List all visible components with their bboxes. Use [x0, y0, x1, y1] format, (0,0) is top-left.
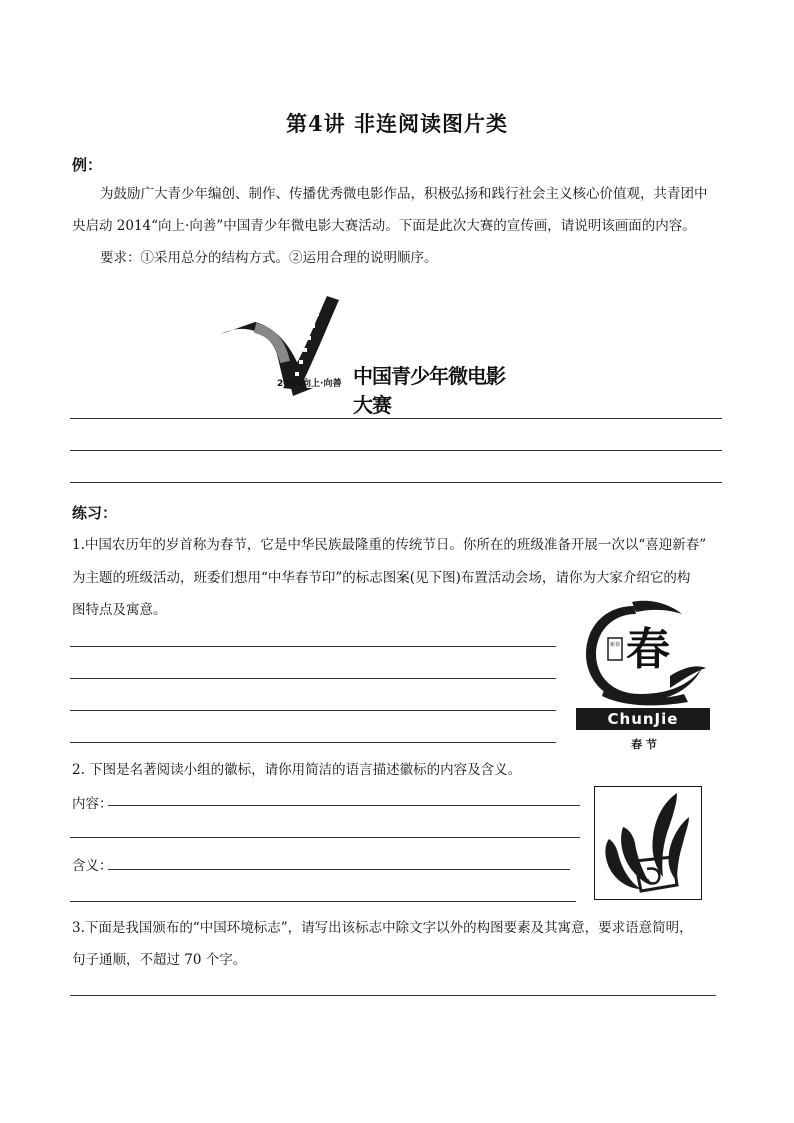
example-answer-line-1 [70, 418, 722, 419]
q3-text-line-1: 3.下面是我国颁布的“中国环境标志”，请写出该标志中除文字以外的构图要素及其寓意，要求语意简明， [72, 920, 693, 936]
practice-heading: 练习： [72, 504, 118, 522]
reading-group-emblem [594, 786, 702, 900]
q2-content-label: 内容： [72, 796, 113, 812]
q2-meaning-label: 含义： [72, 858, 113, 874]
q1-answer-line-1 [70, 646, 556, 647]
flame-book-emblem-icon [595, 787, 700, 898]
example-answer-line-3 [70, 482, 722, 483]
q1-text-line-3: 图特点及寓意。 [72, 602, 167, 618]
example-text-line-1: 为鼓励广大青少年编创、制作、传播优秀微电影作品，积极弘扬和践行社会主义核心价值观，共青团中 [100, 186, 708, 202]
q2-content-line-2 [70, 837, 580, 838]
logo-caption-small: 2014向上·向善 [277, 379, 342, 389]
spring-festival-seal-logo [574, 598, 714, 756]
logo-caption-large: 中国青少年微电影大赛 [353, 364, 505, 417]
q3-answer-line-1 [70, 995, 716, 996]
q1-answer-line-2 [70, 678, 556, 679]
example-heading: 例： [72, 156, 103, 174]
q2-meaning-line-1 [108, 869, 570, 870]
micro-film-contest-logo [215, 292, 515, 417]
seal-latin-banner: ChunJie [576, 708, 710, 730]
example-answer-line-2 [70, 450, 722, 451]
q1-text-line-1: 1.中国农历年的岁首称为春节，它是中华民族最隆重的传统节日。你所在的班级准备开展一次以“喜迎新春” [72, 537, 707, 553]
example-text-line-2: 央启动 2014“向上·向善”中国青少年微电影大赛活动。下面是此次大赛的宣传画，请说明该画面的内容。 [72, 218, 696, 234]
q2-meaning-line-2 [70, 901, 576, 902]
example-requirement: 要求：①采用总分的结构方式。②运用合理的说明顺序。 [100, 250, 438, 266]
seal-spring-character: 春 [626, 624, 670, 675]
q1-text-line-2: 为主题的班级活动，班委们想用“中华春节印”的标志图案(见下图)布置活动会场，请你为大家介绍它的构 [72, 570, 691, 586]
q3-text-line-2: 句子通顺，不超过 70 个字。 [72, 952, 247, 968]
q2-content-line-1 [108, 805, 580, 806]
seal-small-stamp: 新春 [610, 642, 621, 648]
page-title: 第4讲 非连阅读图片类 [286, 111, 508, 136]
seal-caption: 春 节 [631, 738, 657, 751]
q1-answer-line-3 [70, 710, 556, 711]
q2-text: 2. 下图是名著阅读小组的徽标，请你用简洁的语言描述徽标的内容及含义。 [72, 762, 522, 778]
q1-answer-line-4 [70, 742, 556, 743]
